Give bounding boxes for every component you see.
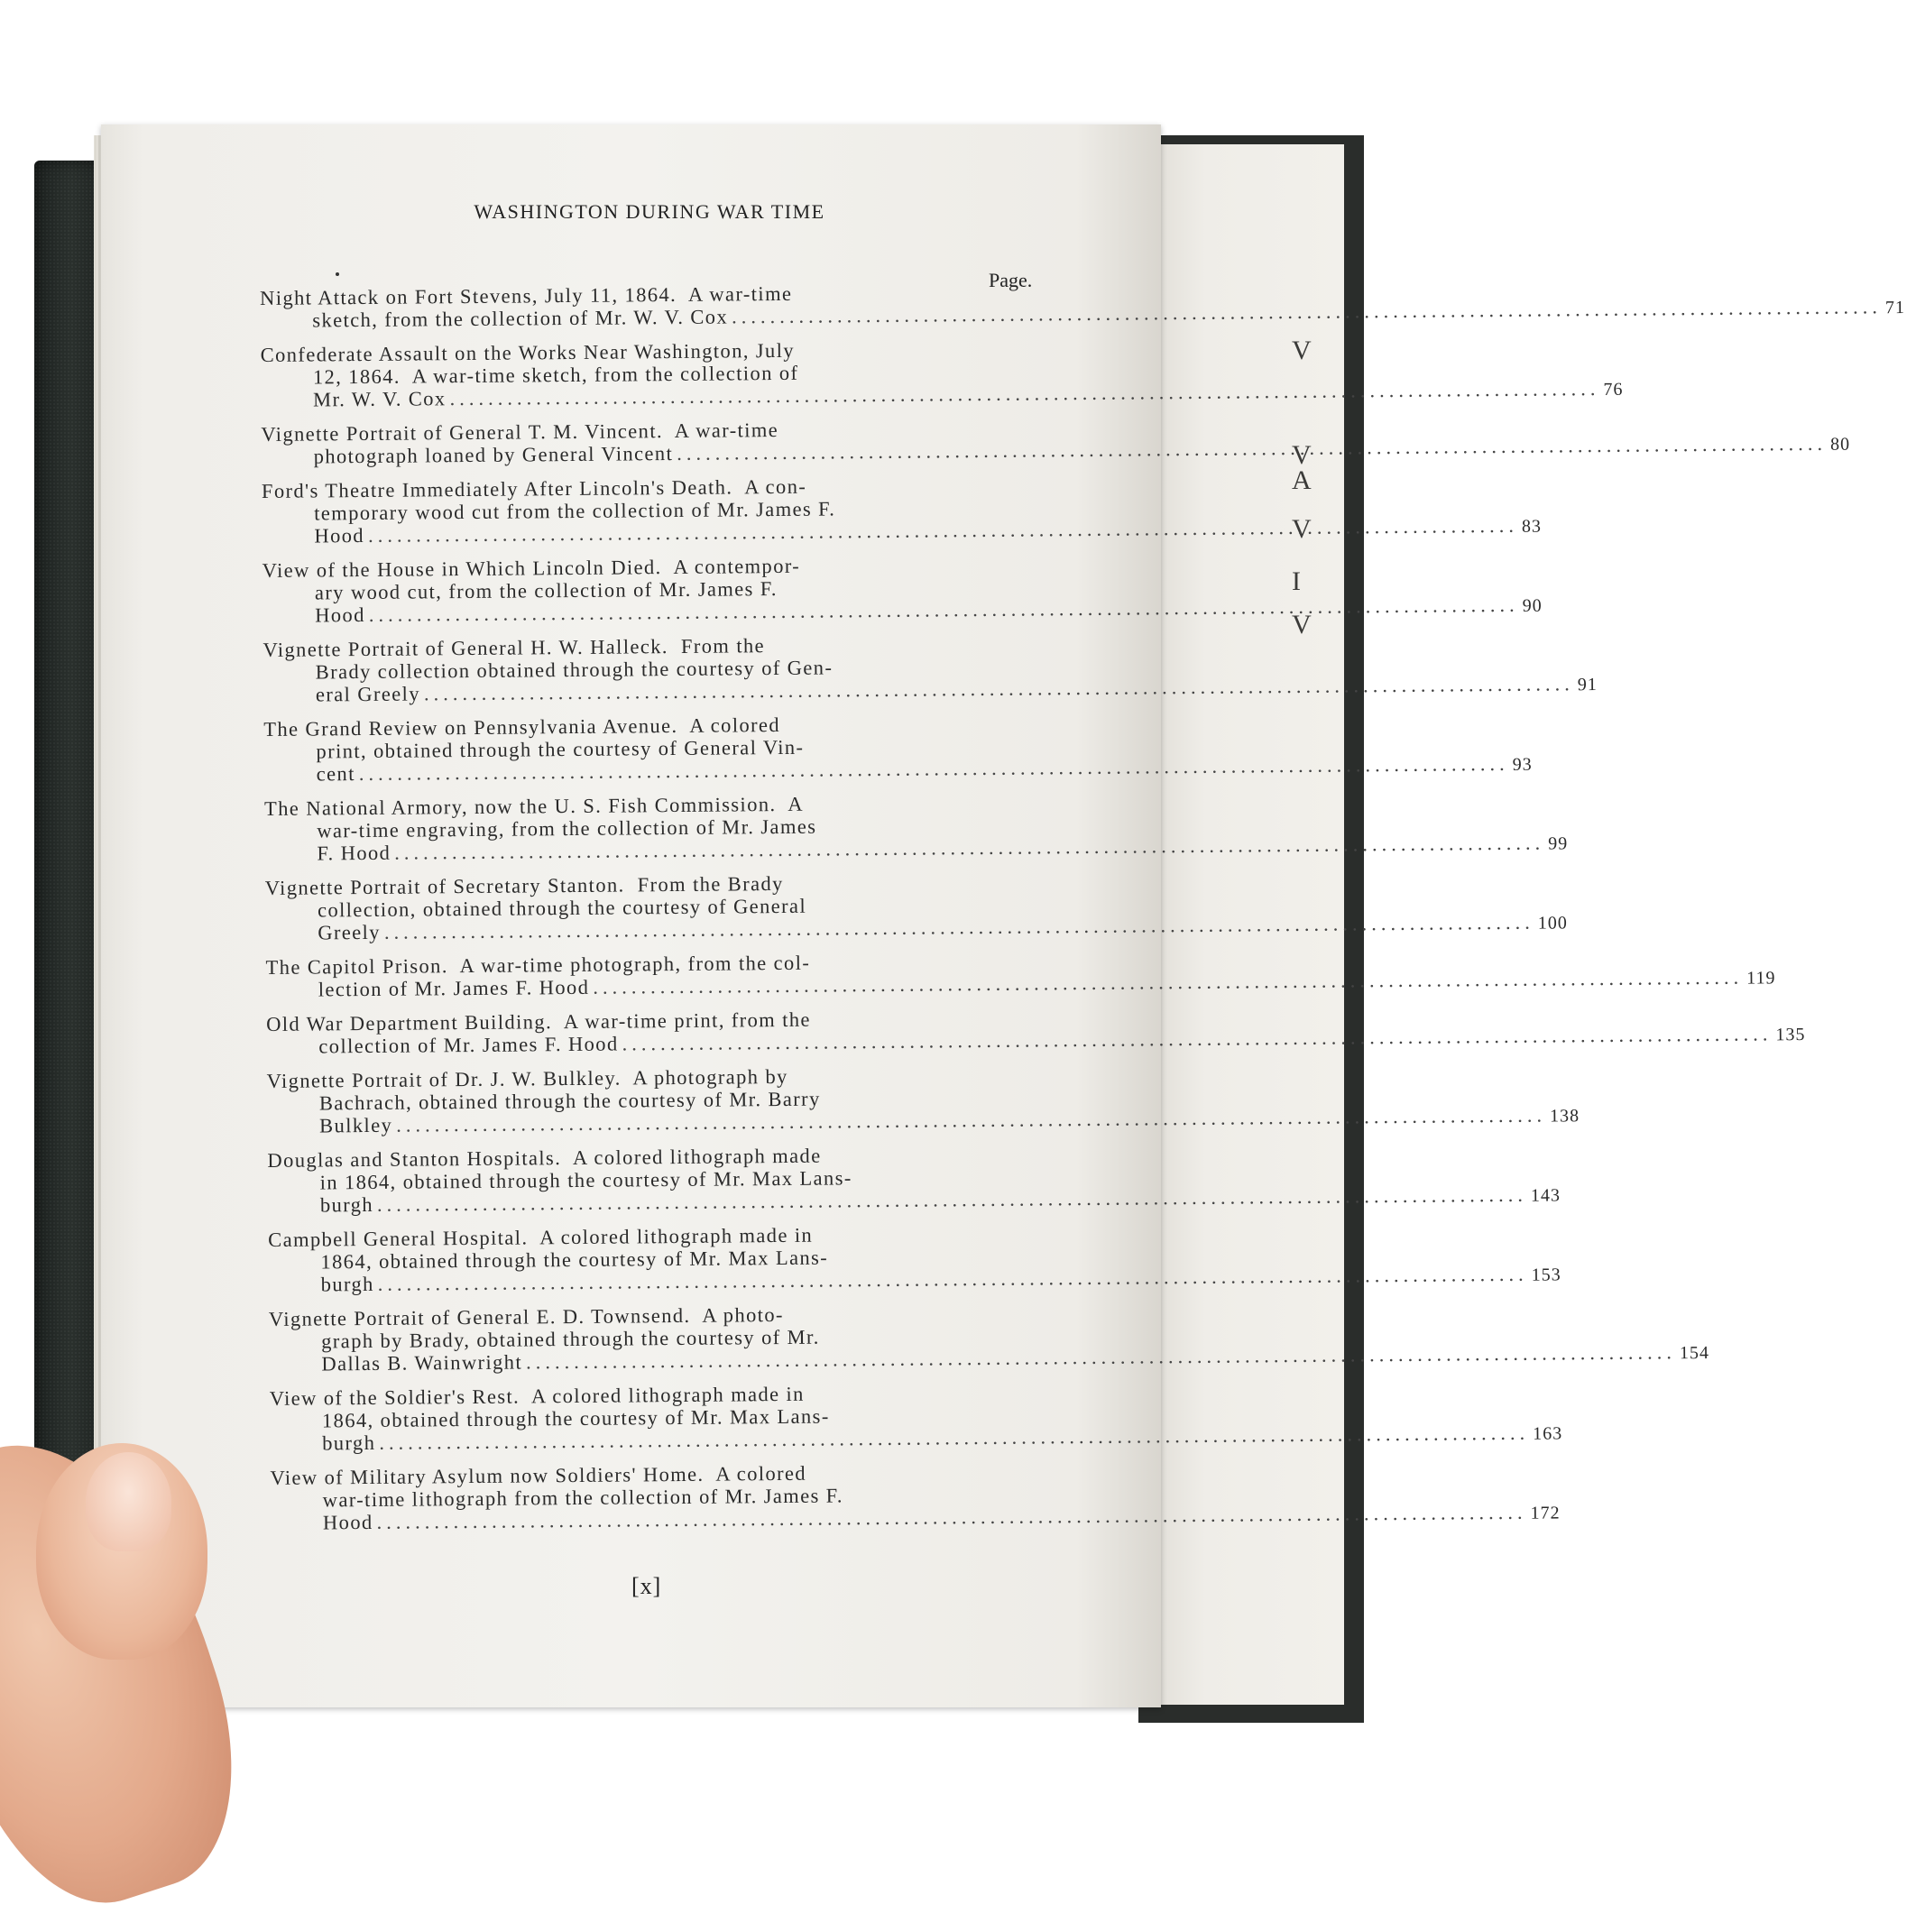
- entry-line: View of the House in Which Lincoln Died. A contempor-: [262, 554, 801, 582]
- page-number: 154: [1679, 1343, 1710, 1364]
- list-item: [260, 336, 1624, 413]
- entry-line: Vignette Portrait of General T. M. Vincent. A war-time: [261, 418, 779, 446]
- entry-line: graph by Brady, obtained through the courtesy of Mr.: [321, 1325, 820, 1353]
- right-page-letter: V: [1292, 610, 1312, 639]
- entry-line: ary wood cut, from the collection of Mr. James F.: [314, 577, 778, 604]
- entry-line: Hood: [315, 603, 365, 627]
- entry-line: Hood: [314, 523, 365, 547]
- right-page-letter: V: [1292, 514, 1312, 544]
- page-number: 100: [1537, 913, 1568, 934]
- folio: [x]: [631, 1573, 662, 1599]
- list-item: [268, 1221, 1561, 1298]
- entry-line: war-time lithograph from the collection of Mr. James F.: [322, 1484, 843, 1512]
- page-column-label: Page.: [989, 269, 1033, 291]
- page-number: 119: [1746, 968, 1776, 989]
- entry-line: The Capitol Prison. A war-time photograph, from the col-: [265, 951, 811, 979]
- entry-line: Night Attack on Fort Stevens, July 11, 1864. A war-time: [260, 281, 793, 309]
- list-item: [260, 280, 1906, 334]
- entry-line: burgh: [320, 1272, 374, 1296]
- entry-line: eral Greely: [315, 682, 421, 706]
- list-item: [262, 552, 1543, 629]
- page-number: 138: [1550, 1106, 1580, 1127]
- entry-line: The National Armory, now the U. S. Fish Commission. A: [263, 792, 805, 820]
- page-number: 143: [1530, 1185, 1561, 1206]
- entry-line: sketch, from the collection of Mr. W. V. Cox: [312, 305, 729, 332]
- entry-line: lection of Mr. James F. Hood: [318, 975, 590, 1001]
- page-number: 93: [1512, 754, 1533, 775]
- page-number: 80: [1830, 434, 1851, 455]
- entry-line: 12, 1864. A war-time sketch, from the collection of: [312, 361, 799, 389]
- entry-line: Douglas and Stanton Hospitals. A colored lithograph made: [267, 1144, 822, 1172]
- entry-line: F. Hood: [317, 841, 391, 865]
- entry-line: cent: [316, 762, 355, 786]
- entry-line: Hood: [322, 1510, 373, 1534]
- right-page-letter: V: [1292, 440, 1312, 470]
- entry-line: View of the Soldier's Rest. A colored lithograph made in: [269, 1382, 805, 1410]
- right-page-letter: I: [1292, 566, 1301, 596]
- page-number: 172: [1530, 1503, 1561, 1523]
- running-head: WASHINGTON DURING WAR TIME: [474, 200, 825, 223]
- entry-line: 1864, obtained through the courtesy of Mr. Max Lans-: [321, 1404, 830, 1432]
- list-item: [263, 790, 1569, 867]
- entry-line: collection, obtained through the courtesy of General: [317, 894, 807, 922]
- thumbnail-nail: [86, 1452, 171, 1551]
- entry-line: burgh: [319, 1192, 374, 1217]
- entry-line: collection of Mr. James F. Hood: [318, 1032, 619, 1058]
- list-item: [264, 869, 1568, 946]
- page-number: 90: [1522, 595, 1543, 616]
- entry-line: Vignette Portrait of General E. D. Townsend. A photo-: [268, 1302, 784, 1330]
- entry-line: Vignette Portrait of Dr. J. W. Bulkley. A photograph by: [266, 1064, 788, 1092]
- page-number: 163: [1533, 1423, 1563, 1444]
- page-number: 99: [1548, 833, 1569, 854]
- entry-line: Bachrach, obtained through the courtesy of Mr. Barry: [318, 1087, 821, 1115]
- right-page-letter: V: [1292, 336, 1312, 365]
- entry-line: Vignette Portrait of General H. W. Halleck. From the: [263, 634, 766, 661]
- entry-line: Mr. W. V. Cox: [312, 387, 447, 411]
- stray-mark: [336, 272, 339, 276]
- illustration-list: [260, 280, 1906, 1546]
- list-item: [266, 1063, 1580, 1139]
- entry-line: Ford's Theatre Immediately After Lincoln's Death. A con-: [261, 474, 807, 502]
- entry-line: Campbell General Hospital. A colored lithograph made in: [268, 1223, 814, 1251]
- entry-line: burgh: [322, 1431, 376, 1455]
- list-item: [266, 1006, 1806, 1060]
- entry-line: temporary wood cut from the collection of Mr. James F.: [314, 497, 836, 525]
- list-item: [267, 1142, 1561, 1219]
- entry-line: Bulkley: [319, 1113, 393, 1137]
- page-number: 153: [1531, 1265, 1561, 1285]
- list-item: [261, 473, 1543, 549]
- entry-line: print, obtained through the courtesy of General Vin-: [316, 735, 805, 763]
- entry-line: 1864, obtained through the courtesy of Mr. Max Lans-: [320, 1246, 829, 1274]
- entry-line: Old War Department Building. A war-time print, from the: [266, 1007, 811, 1035]
- list-item: [268, 1301, 1710, 1377]
- entry-line: photograph loaned by General Vincent: [313, 442, 674, 468]
- list-item: [270, 1459, 1561, 1536]
- page-number: 76: [1603, 379, 1624, 400]
- entry-line: Brady collection obtained through the courtesy of Gen-: [315, 656, 834, 684]
- list-item: [263, 631, 1598, 708]
- page-number: 83: [1521, 516, 1543, 537]
- entry-line: in 1864, obtained through the courtesy of Mr. Max Lans-: [319, 1166, 852, 1194]
- list-item: [261, 416, 1851, 470]
- page-number: 71: [1884, 298, 1906, 318]
- list-item: [265, 949, 1776, 1003]
- entry-line: View of Military Asylum now Soldiers' Home. A colored: [270, 1461, 807, 1489]
- entry-line: war-time engraving, from the collection of Mr. James: [317, 814, 817, 842]
- entry-line: Greely: [318, 920, 381, 944]
- entry-line: Dallas B. Wainwright: [321, 1350, 523, 1375]
- list-item: [263, 711, 1533, 787]
- entry-line: The Grand Review on Pennsylvania Avenue. A colored: [263, 713, 781, 741]
- list-item: [269, 1380, 1563, 1457]
- page-number: 91: [1577, 675, 1598, 695]
- entry-line: Confederate Assault on the Works Near Washington, July: [260, 338, 796, 366]
- entry-line: Vignette Portrait of Secretary Stanton. From the Brady: [264, 871, 784, 899]
- page-number: 135: [1775, 1025, 1806, 1045]
- right-page-letter: A: [1292, 465, 1312, 495]
